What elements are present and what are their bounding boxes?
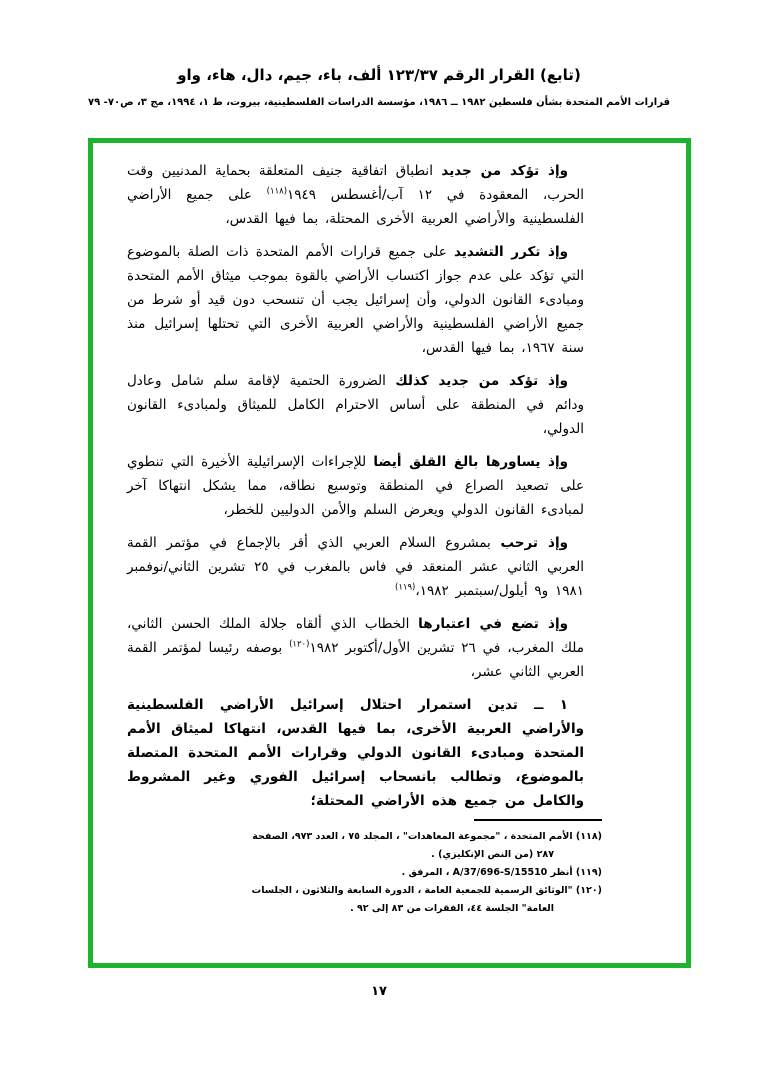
paragraph-lead: وإذ تضع في اعتبارها xyxy=(418,616,569,632)
content-frame xyxy=(88,138,691,968)
footnote-ref-120: (١٢٠) xyxy=(289,639,310,650)
footnote-120-line-2: العامة" الجلسة ٤٤، الفقرات من ٨٣ إلى ٩٢ . xyxy=(350,903,554,914)
paragraph-body: بمشروع السلام العربي الذي أقر بالإجماع في مؤتمر القمة العربي الثاني عشر المنعقد في فاس بالمغرب في ٢٥ تشرين الثاني/نوفمبر ١٩٨١ و٩ أيلول/سبتمبر ١٩٨٢، xyxy=(127,535,584,599)
paragraph-body: استمرار احتلال إسرائيل الأراضي الفلسطينية والأراضي العربية الأخرى، بما فيها القدس، انتهاكا لميثاق الأمم المتحدة ومبادىء القانون الدولي وقرارات الأمم المتحدة المتصلة بالموضوع، وتطالب بانسحاب إسرائيل الفوري وغير المشروط والكامل من جميع هذه الأراضي المحتلة؛ xyxy=(127,697,584,809)
paragraph-body: انطباق اتفاقية جنيف المتعلقة بحماية المدنيين وقت الحرب، المعقودة في ١٢ آب/أغسطس ١٩٤٩ xyxy=(127,163,584,203)
footnote-ref-118: (١١٨) xyxy=(266,186,288,197)
paragraph-tail: على جميع الأراضي الفلسطينية والأراضي العربية الأخرى المحتلة، بما فيها القدس، xyxy=(127,187,584,227)
page-title: (تابع) القرار الرقم ١٢٣/٣٧ ألف، باء، جيم، دال، هاء، واو xyxy=(177,66,581,84)
paragraph-lead: وإذ تؤكد من جديد كذلك xyxy=(395,373,568,389)
footnotes-block xyxy=(93,819,686,918)
page-number: ١٧ xyxy=(371,984,387,999)
paragraph-lead: وإذ يساورها بالغ القلق أيضا xyxy=(373,454,569,470)
footnote-119-line-1: (١١٩) أنظر A/37/696-S/15510 ، المرفق . xyxy=(401,867,602,878)
paragraph-lead: وإذ تكرر التشديد xyxy=(454,244,568,260)
paragraph-preamble-2 xyxy=(127,240,584,360)
footnote-120-line-1: (١٢٠) "الوثائق الرسمية للجمعية العامة ، الدورة السابعة والثلاثون ، الجلسات xyxy=(251,885,602,896)
paragraph-operative-1 xyxy=(127,693,584,813)
paragraph-tail: بوصفه رئيسا لمؤتمر القمة العربي الثاني عشر، xyxy=(127,640,584,680)
paragraph-preamble-1 xyxy=(127,159,584,231)
resolution-text xyxy=(93,159,686,822)
source-citation: قرارات الأمم المتحدة بشأن فلسطين ١٩٨٢ ــ ١٩٨٦، مؤسسة الدراسات الفلسطينية، بيروت، ط ١، ١٩٩٤، مج ٣، ص٧٠- ٧٩ xyxy=(87,97,670,108)
footnote-118-line-2: ٢٨٧ (من النص الإنكليزي) . xyxy=(431,849,554,860)
paragraph-lead: وإذ تؤكد من جديد xyxy=(441,163,568,179)
paragraph-preamble-3 xyxy=(127,369,584,441)
paragraph-lead: وإذ ترحب xyxy=(500,535,568,551)
paragraph-body: للإجراءات الإسرائيلية الأخيرة التي تنطوي على تصعيد الصراع في المنطقة وتوسيع نطاقه، مما يشكل انتهاكا آخر لمبادىء القانون الدولي ويعرض السلم والأمن الدوليين للخطر، xyxy=(127,454,584,518)
footnote-ref-119: (١١٩) xyxy=(394,582,416,593)
paragraph-preamble-5 xyxy=(127,531,584,603)
footnote-separator xyxy=(474,819,602,821)
paragraph-lead: ١ ــ تدين xyxy=(487,697,569,713)
paragraph-body: على جميع قرارات الأمم المتحدة ذات الصلة بالموضوع التي تؤكد على عدم جواز اكتساب الأراضي بالقوة بموجب ميثاق الأمم المتحدة ومبادىء القانون الدولي، وأن إسرائيل يجب أن تنسحب دون قيد أو شرط من جميع الأراضي الفلسطينية والأراضي العربية الأخرى التي تحتلها إسرائيل منذ سنة ١٩٦٧، بما فيها القدس، xyxy=(127,244,584,356)
footnote-118-line-1: (١١٨) الأمم المتحدة ، "مجموعة المعاهدات" ، المجلد ٧٥ ، العدد ٩٧٣، الصفحة xyxy=(252,831,602,842)
paragraph-body: الخطاب الذي ألقاه جلالة الملك الحسن الثاني، ملك المغرب، في ٢٦ تشرين الأول/أكتوبر ١٩٨٢ xyxy=(127,616,584,656)
paragraph-preamble-4 xyxy=(127,450,584,522)
paragraph-body: الضرورة الحتمية لإقامة سلم شامل وعادل ودائم في المنطقة على أساس الاحترام الكامل للميثاق ولمبادىء القانون الدولي، xyxy=(127,373,584,437)
paragraph-preamble-6 xyxy=(127,612,584,684)
